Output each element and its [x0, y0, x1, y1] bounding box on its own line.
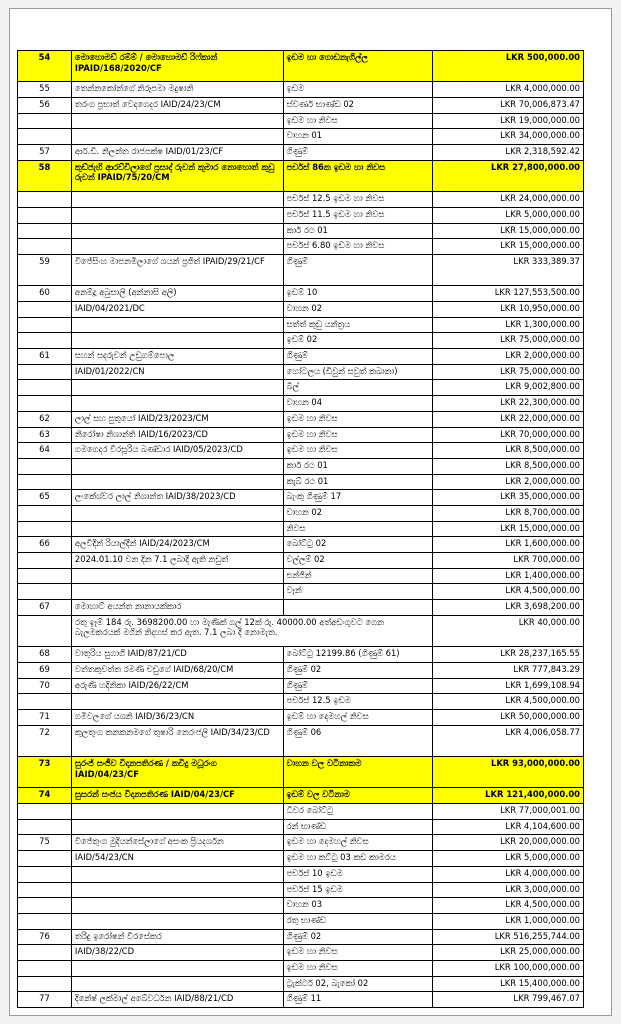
row-number-cell: 70 [18, 679, 72, 694]
asset-description-cell: පර්චස් 12.5 ඉඩම හා නිවස [284, 192, 434, 207]
asset-value-cell: LKR 799,467.07 [433, 992, 584, 1007]
asset-description-cell: බැංකු ගිණුම් 17 [284, 490, 434, 505]
row-number-cell: 75 [18, 835, 72, 850]
table-row [17, 851, 584, 867]
row-number-cell: 72 [18, 726, 72, 756]
asset-description-cell: ගිණුම් 06 [284, 726, 434, 756]
table-row [17, 428, 584, 444]
row-number-cell [18, 396, 72, 411]
asset-value-cell: LKR 15,000,000.00 [433, 239, 584, 254]
asset-value-cell: LKR 8,700,000.00 [433, 506, 584, 521]
asset-value-cell: LKR 333,389.37 [433, 255, 584, 285]
table-row [17, 820, 584, 836]
asset-value-cell: LKR 777,843.29 [433, 663, 584, 678]
person-case-cell [72, 208, 284, 223]
row-number-cell: 56 [18, 98, 72, 113]
asset-value-cell: LKR 34,000,000.00 [433, 129, 584, 144]
row-number-cell [18, 898, 72, 913]
asset-value-cell: LKR 50,000,000.00 [433, 710, 584, 725]
table-row [17, 883, 584, 899]
table-row [17, 553, 584, 569]
table-row [17, 51, 584, 82]
table-row [17, 490, 584, 506]
asset-value-cell: LKR 20,000,000.00 [433, 835, 584, 850]
asset-description-cell: පර්චස් 6.80 ඉඩම හා නිවස [284, 239, 434, 254]
asset-description-cell: ඉඩම හා නිවස [284, 443, 434, 458]
asset-description-cell: ඉඩම හා කට්ටු 03 කඩ කාමරය [284, 851, 434, 866]
row-number-cell [18, 616, 72, 646]
asset-description-cell: ගිණුම් [284, 145, 434, 160]
asset-description-cell: ඉඩම හා නිවස [284, 412, 434, 427]
asset-table [17, 50, 584, 1008]
table-row [17, 396, 584, 412]
asset-value-cell: LKR 1,699,108.94 [433, 679, 584, 694]
asset-value-cell: LKR 8,500,000.00 [433, 443, 584, 458]
person-case-cell: කුඩ්ජැහි ආරච්චිලාගේ ප්‍රසාද් රුවන් කුමාර නොහොත් කුඩු රුවන් IPAID/75/20/CM [72, 161, 284, 191]
asset-description-cell: ගිණුම් 02 [284, 663, 434, 678]
person-case-cell [72, 883, 284, 898]
asset-value-cell: LKR 5,000,000.00 [433, 851, 584, 866]
asset-value-cell: LKR 500,000.00 [433, 51, 584, 81]
person-case-cell: ලාල් සහ පුතුයෝ IAID/23/2023/CM [72, 412, 284, 427]
row-number-cell [18, 522, 72, 537]
person-case-cell: අනම්දූ අබුසාලි (අන්නාසි අලි) [72, 286, 284, 301]
row-number-cell [18, 945, 72, 960]
table-row [17, 977, 584, 993]
table-row [17, 443, 584, 459]
row-number-cell: 69 [18, 663, 72, 678]
table-row [17, 537, 584, 553]
row-number-cell [18, 961, 72, 976]
row-number-cell [18, 694, 72, 709]
table-row [17, 584, 584, 600]
asset-value-cell: LKR 24,000,000.00 [433, 192, 584, 207]
row-number-cell [18, 883, 72, 898]
row-number-cell [18, 224, 72, 239]
table-row [17, 145, 584, 161]
asset-description-cell: ධීවර බෝට්ටු [284, 804, 434, 819]
asset-value-cell: LKR 35,000,000.00 [433, 490, 584, 505]
table-row [17, 616, 584, 647]
asset-description-cell: රතු භාණ්ඩ [284, 914, 434, 929]
table-row [17, 992, 584, 1008]
asset-value-cell: LKR 4,006,058.77 [433, 726, 584, 756]
asset-description-cell: පර්චස් 15 ඉඩම [284, 883, 434, 898]
table-row [17, 318, 584, 334]
row-number-cell: 77 [18, 992, 72, 1007]
person-case-cell [72, 506, 284, 521]
asset-value-cell: LKR 1,400,000.00 [433, 569, 584, 584]
asset-value-cell: LKR 22,300,000.00 [433, 396, 584, 411]
asset-value-cell: LKR 4,500,000.00 [433, 898, 584, 913]
row-number-cell: 76 [18, 930, 72, 945]
asset-description-cell: ඉඩම් 10 [284, 286, 434, 301]
asset-description-cell: ට්‍රැක්ටර් 02, බැකෝ 02 [284, 977, 434, 992]
person-case-cell [72, 459, 284, 474]
table-row [17, 914, 584, 930]
person-case-cell [72, 584, 284, 599]
person-case-cell [72, 914, 284, 929]
row-number-cell [18, 114, 72, 129]
table-row [17, 192, 584, 208]
asset-description-cell: පර්චස් 12.5 ඉඩම [284, 694, 434, 709]
person-case-cell: තරංග ප්‍රභාත් වෙදගෙදර IAID/24/23/CM [72, 98, 284, 113]
row-number-cell: 64 [18, 443, 72, 458]
person-case-cell: කුලතුංග කනකනමගේ තුෂාරි නෙරංජලි IAID/34/23/CD [72, 726, 284, 756]
asset-value-cell: LKR 22,000,000.00 [433, 412, 584, 427]
person-case-cell: IAID/38/22/CD [72, 945, 284, 960]
asset-description-cell: ස්වර්ණ භාණ්ඩ 02 [284, 98, 434, 113]
asset-description-cell: ඉඩම් වල වටිනාම [284, 788, 434, 803]
asset-description-cell: වාහන 02 [284, 302, 434, 317]
row-number-cell: 60 [18, 286, 72, 301]
person-case-cell: වත්තකුවත්ත රමණී චඩුගේ IAID/68/20/CM [72, 663, 284, 678]
asset-value-cell: LKR 15,000,000.00 [433, 522, 584, 537]
asset-description-cell: ගිණුම් 02 [284, 930, 434, 945]
asset-value-cell: LKR 8,500,000.00 [433, 459, 584, 474]
table-row [17, 600, 584, 616]
row-number-cell [18, 380, 72, 395]
asset-value-cell: LKR 25,000,000.00 [433, 945, 584, 960]
row-number-cell [18, 553, 72, 568]
asset-value-cell: LKR 27,800,000.00 [433, 161, 584, 191]
table-row [17, 647, 584, 663]
asset-description-cell: හෝටලය (ඩිවුන් සවුත් කබානා) [284, 365, 434, 380]
asset-description-cell: කැබ් රථ 01 [284, 475, 434, 490]
asset-value-cell: LKR 9,002,800.00 [433, 380, 584, 395]
asset-description-cell: වාහන 01 [284, 129, 434, 144]
asset-description-cell: ඉඩම [284, 82, 434, 97]
table-row [17, 679, 584, 695]
asset-value-cell: LKR 2,000,000.00 [433, 349, 584, 364]
asset-value-cell: LKR 1,300,000.00 [433, 318, 584, 333]
asset-description-cell: පර්චස් 86ක ඉඩම හා නිවස [284, 161, 434, 191]
asset-description-cell: පර්චස් 11.5 ඉඩම හා නිවස [284, 208, 434, 223]
row-number-cell [18, 333, 72, 348]
person-case-cell: IAID/01/2022/CN [72, 365, 284, 380]
asset-value-cell: LKR 2,000,000.00 [433, 475, 584, 490]
person-case-cell: අරුණි හදිනිකා IAID/26/22/CM [72, 679, 284, 694]
person-case-cell: ලංකේශ්වර ලාල් නිශාන්ත IAID/38/2023/CD [72, 490, 284, 505]
asset-value-cell: LKR 77,000,001.00 [433, 804, 584, 819]
asset-description-cell: ඉඩම් 02 [284, 333, 434, 348]
table-row [17, 302, 584, 318]
asset-value-cell: LKR 516,255,744.00 [433, 930, 584, 945]
person-case-cell [72, 694, 284, 709]
asset-value-cell: LKR 4,000,000.00 [433, 82, 584, 97]
row-number-cell [18, 914, 72, 929]
person-case-cell [72, 804, 284, 819]
asset-value-cell: LKR 15,400,000.00 [433, 977, 584, 992]
table-row [17, 161, 584, 192]
row-number-cell: 59 [18, 255, 72, 285]
row-number-cell [18, 302, 72, 317]
asset-value-cell: LKR 121,400,000.00 [433, 788, 584, 803]
asset-description-cell: කාර් රථ 01 [284, 459, 434, 474]
asset-description-cell: වාහන වල වටිනාකම [284, 757, 434, 787]
asset-description-cell: ඉඩම හා නිවස [284, 961, 434, 976]
table-row [17, 945, 584, 961]
asset-value-cell: LKR 70,006,873.47 [433, 98, 584, 113]
asset-description-cell: ඉඩම හා නිවස [284, 114, 434, 129]
table-row [17, 82, 584, 98]
asset-description-cell: ගිණුම් [284, 349, 434, 364]
table-row [17, 804, 584, 820]
row-number-cell [18, 192, 72, 207]
asset-description-cell: වාහන 04 [284, 396, 434, 411]
person-case-cell [72, 192, 284, 207]
asset-description-cell [284, 600, 434, 615]
person-case-cell [72, 396, 284, 411]
row-number-cell: 58 [18, 161, 72, 191]
person-case-cell: 2024.01.10 වන දින 7.1 ලබාදී ඇති නඩුත් [72, 553, 284, 568]
person-case-cell: ගමිවලගේ යශනි IAID/36/23/CN [72, 710, 284, 725]
table-row [17, 757, 584, 788]
row-number-cell: 62 [18, 412, 72, 427]
table-row [17, 412, 584, 428]
table-row [17, 333, 584, 349]
asset-description-cell: එන්ජින් [284, 569, 434, 584]
table-row [17, 475, 584, 491]
table-row [17, 459, 584, 475]
asset-description-cell: ගිණුම් [284, 255, 434, 285]
asset-value-cell: LKR 15,000,000.00 [433, 224, 584, 239]
row-number-cell: 66 [18, 537, 72, 552]
asset-value-cell: LKR 3,000,000.00 [433, 883, 584, 898]
person-case-cell: දිනේෂ් ලක්මාල් අබේවර්ධන IAID/88/21/CD [72, 992, 284, 1007]
asset-value-cell: LKR 10,950,000.00 [433, 302, 584, 317]
row-note-cell: රතු ඉෑම් 184 රු. 3698200.00 හා මැණික් ගල් 12ක් රු. 40000.00 අත්අඩංගුවට ගෙන බැලමකරයක් මගින් නිදහස් කර ඇත. 7.1 ලබා දී නොමැත. [72, 616, 433, 646]
asset-value-cell: LKR 75,000,000.00 [433, 333, 584, 348]
table-row [17, 726, 584, 757]
row-number-cell [18, 459, 72, 474]
asset-value-cell: LKR 4,500,000.00 [433, 584, 584, 599]
person-case-cell: විජේතුංග මුදියන්සේලාගේ අසංක ප්‍රියදර්ශන [72, 835, 284, 850]
asset-description-cell: රන් භාණ්ඩ [284, 820, 434, 835]
person-case-cell: ගමගෙදර වීරසූරිය බණ්ඩාර IAID/05/2023/CD [72, 443, 284, 458]
person-case-cell [72, 114, 284, 129]
table-row [17, 255, 584, 286]
person-case-cell [72, 961, 284, 976]
asset-description-cell: ඉඩම හා නිවස [284, 428, 434, 443]
person-case-cell [72, 867, 284, 882]
row-number-cell: 55 [18, 82, 72, 97]
row-number-cell: 57 [18, 145, 72, 160]
table-row [17, 961, 584, 977]
person-case-cell: සුසරන් සංජය විදානපතිරණ IAID/04/23/CF [72, 788, 284, 803]
person-case-cell [72, 475, 284, 490]
asset-value-cell: LKR 19,000,000.00 [433, 114, 584, 129]
table-row [17, 694, 584, 710]
table-row [17, 930, 584, 946]
row-number-cell: 73 [18, 757, 72, 787]
row-number-cell [18, 569, 72, 584]
person-case-cell: IAID/04/2021/DC [72, 302, 284, 317]
row-number-cell [18, 365, 72, 380]
table-row [17, 710, 584, 726]
asset-value-cell: LKR 70,000,000.00 [433, 428, 584, 443]
asset-description-cell: බිල් [284, 380, 434, 395]
row-number-cell: 71 [18, 710, 72, 725]
table-row [17, 867, 584, 883]
asset-value-cell: LKR 93,000,000.00 [433, 757, 584, 787]
row-number-cell [18, 584, 72, 599]
asset-description-cell: නිවස [284, 522, 434, 537]
asset-value-cell: LKR 5,000,000.00 [433, 208, 584, 223]
table-row [17, 114, 584, 130]
asset-value-cell: LKR 4,500,000.00 [433, 694, 584, 709]
table-row [17, 208, 584, 224]
person-case-cell: මොහාට් අයන්ත නානායක්කාර [72, 600, 284, 615]
table-row [17, 835, 584, 851]
asset-description-cell: බෝට්ටු 02 [284, 537, 434, 552]
row-number-cell [18, 867, 72, 882]
asset-description-cell: ඉඩම් හා දෙමහල් නිවස [284, 710, 434, 725]
table-row [17, 349, 584, 365]
person-case-cell [72, 569, 284, 584]
person-case-cell: ආර්.ඩී. නිලන්ත රාජපක්ෂ IAID/01/23/CF [72, 145, 284, 160]
table-row [17, 129, 584, 145]
table-row [17, 506, 584, 522]
row-number-cell: 63 [18, 428, 72, 443]
row-number-cell [18, 129, 72, 144]
asset-description-cell: ඉඩම හා ගොඩනැගිල්ල [284, 51, 434, 81]
asset-description-cell: වල්ලම් 02 [284, 553, 434, 568]
row-number-cell [18, 977, 72, 992]
person-case-cell [72, 318, 284, 333]
table-row [17, 239, 584, 255]
person-case-cell: තෙන්නකෝන්ගේ නිරූපමා මදුෂානි [72, 82, 284, 97]
asset-value-cell: LKR 28,237,165.55 [433, 647, 584, 662]
person-case-cell: තරිදු ඉරෝෂන් විරසේකර [72, 930, 284, 945]
row-number-cell [18, 318, 72, 333]
asset-description-cell: ගිණුම් 11 [284, 992, 434, 1007]
asset-value-cell: LKR 3,698,200.00 [433, 600, 584, 615]
asset-description-cell: ඉඩම හා නිවස [284, 945, 434, 960]
row-number-cell [18, 475, 72, 490]
person-case-cell [72, 224, 284, 239]
asset-description-cell: පර්චස් 10 ඉඩම [284, 867, 434, 882]
table-row [17, 569, 584, 585]
asset-description-cell: වෑන් [284, 584, 434, 599]
person-case-cell [72, 977, 284, 992]
table-row [17, 98, 584, 114]
asset-description-cell: සත්ත් කුඩු යන්ත්‍රය [284, 318, 434, 333]
asset-value-cell: LKR 2,318,592.42 [433, 145, 584, 160]
asset-value-cell: LKR 100,000,000.00 [433, 961, 584, 976]
asset-value-cell: LKR 4,000,000.00 [433, 867, 584, 882]
asset-value-cell: LKR 700,000.00 [433, 553, 584, 568]
row-number-cell: 68 [18, 647, 72, 662]
person-case-cell [72, 333, 284, 348]
asset-value-cell: LKR 1,000,000.00 [433, 914, 584, 929]
table-row [17, 286, 584, 302]
table-row [17, 365, 584, 381]
row-number-cell: 67 [18, 600, 72, 615]
person-case-cell: මොහොමඩ් රම්ම් / මොහොමඩ් රිෆ්කාන් IPAID/168/2020/CF [72, 51, 284, 81]
person-case-cell [72, 820, 284, 835]
person-case-cell [72, 522, 284, 537]
row-number-cell: 65 [18, 490, 72, 505]
asset-description-cell: වාහන 02 [284, 506, 434, 521]
asset-description-cell: කාර් රථ 01 [284, 224, 434, 239]
row-number-cell [18, 208, 72, 223]
row-number-cell: 74 [18, 788, 72, 803]
row-number-cell [18, 239, 72, 254]
asset-value-cell: LKR 40,000.00 [433, 616, 584, 646]
table-row [17, 788, 584, 804]
asset-description-cell: ගිණුම් [284, 679, 434, 694]
table-row [17, 663, 584, 679]
table-row [17, 898, 584, 914]
asset-value-cell: LKR 127,553,500.00 [433, 286, 584, 301]
table-row [17, 224, 584, 240]
asset-value-cell: LKR 1,600,000.00 [433, 537, 584, 552]
row-number-cell [18, 804, 72, 819]
row-number-cell [18, 851, 72, 866]
person-case-cell [72, 380, 284, 395]
person-case-cell: සහන් සදරුවන් උඩුගම්පොල [72, 349, 284, 364]
person-case-cell: IAID/54/23/CN [72, 851, 284, 866]
person-case-cell: අලවිදීන් රියාල්දීන් IAID/24/2023/CM [72, 537, 284, 552]
row-number-cell: 61 [18, 349, 72, 364]
asset-description-cell: බෝට්ටු 12199.86 (ගිණුම් 61) [284, 647, 434, 662]
person-case-cell: විජේසිංහ මාපනමිලාගේ ශයන් ප්‍රජිත් IPAID/29/21/CF [72, 255, 284, 285]
asset-value-cell: LKR 75,000,000.00 [433, 365, 584, 380]
person-case-cell: සුරංජ් සංජීව විදානපතිරණ / කවිදු මධූරංග IAID/04/23/CF [72, 757, 284, 787]
person-case-cell: නිරෝෂා නිශාන්ති IAID/16/2023/CD [72, 428, 284, 443]
person-case-cell [72, 898, 284, 913]
asset-description-cell: වාහන 03 [284, 898, 434, 913]
asset-description-cell: ඉඩම හා දෙමහල් නිවස [284, 835, 434, 850]
person-case-cell: වාතුරිය සුගාගි IAID/87/21/CD [72, 647, 284, 662]
person-case-cell [72, 239, 284, 254]
asset-value-cell: LKR 4,104,600.00 [433, 820, 584, 835]
table-row [17, 522, 584, 538]
table-row [17, 380, 584, 396]
row-number-cell [18, 820, 72, 835]
row-number-cell: 54 [18, 51, 72, 81]
person-case-cell [72, 129, 284, 144]
row-number-cell [18, 506, 72, 521]
